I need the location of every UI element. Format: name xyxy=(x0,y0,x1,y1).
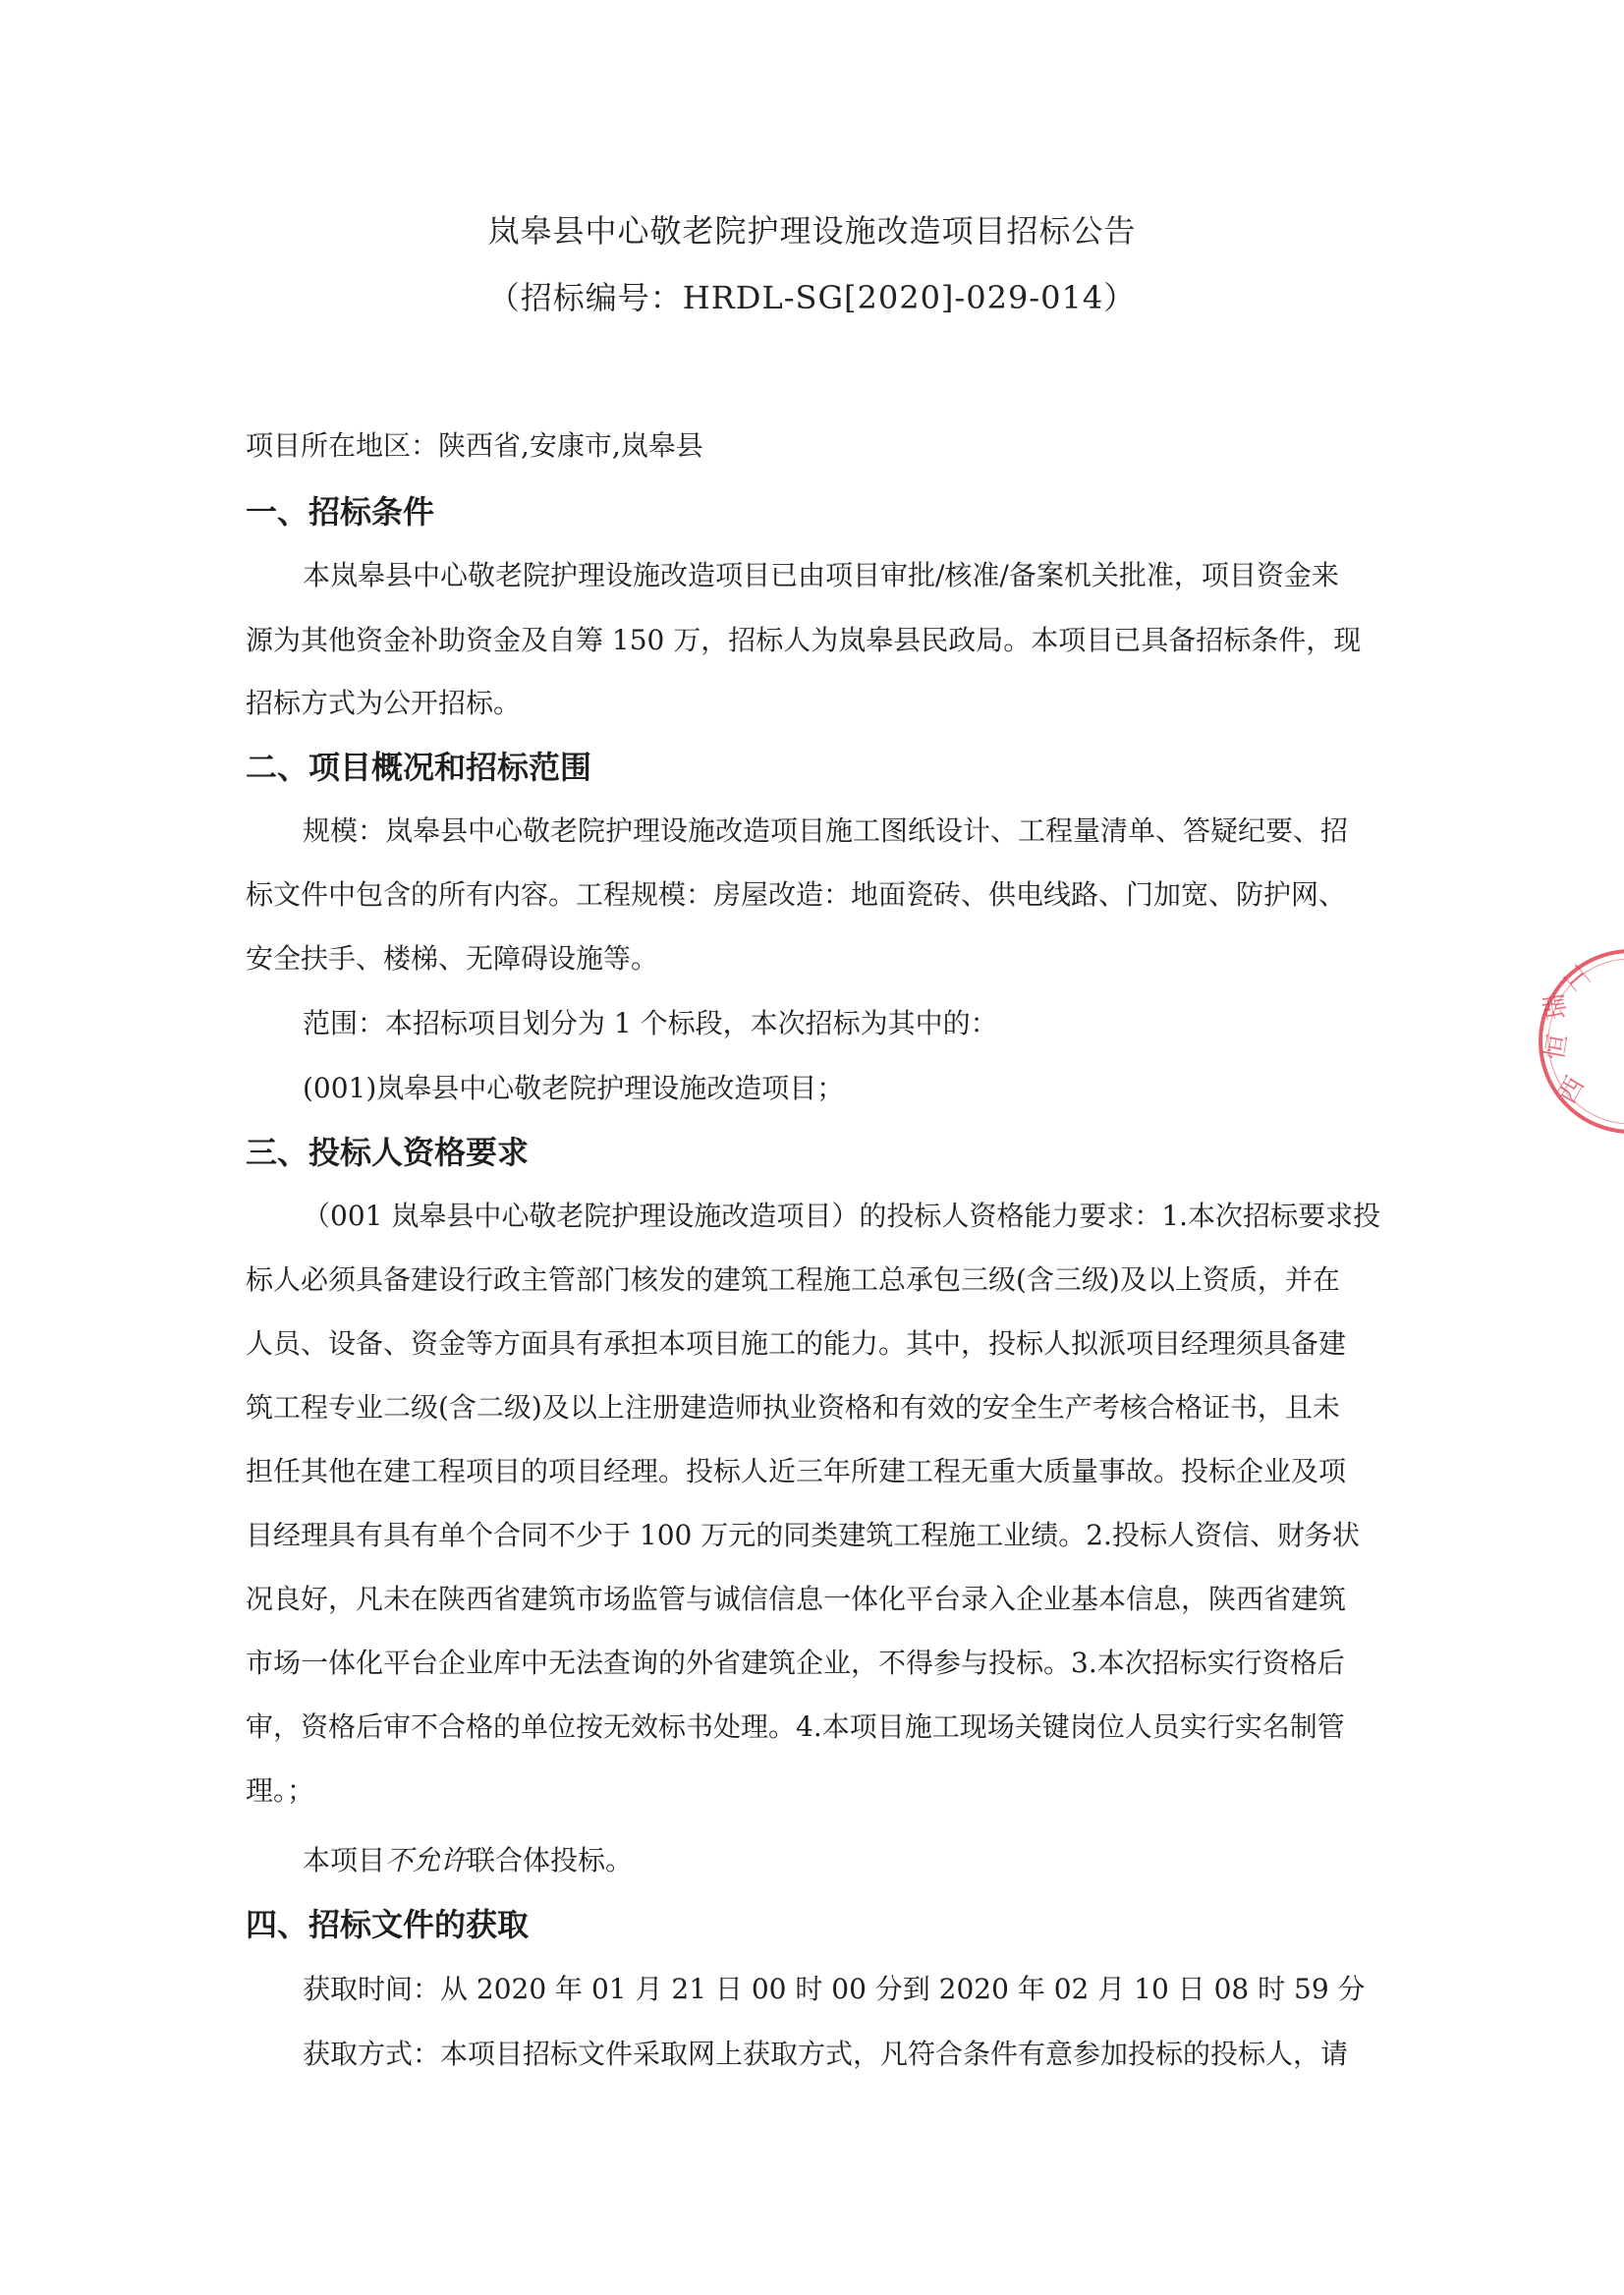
paragraph-line: 目经理具有具有单个合同不少于 100 万元的同类建筑工程施工业绩。2.投标人资信、财务状 xyxy=(246,1519,1360,1551)
paragraph-line: 规模：岚皋县中心敬老院护理设施改造项目施工图纸设计、工程量清单、答疑纪要、招 xyxy=(303,814,1349,847)
paragraph-line: 人员、设备、资金等方面具有承担本项目施工的能力。其中，投标人拟派项目经理须具备建 xyxy=(246,1327,1347,1360)
paragraph-line: 况良好，凡未在陕西省建筑市场监管与诚信信息一体化平台录入企业基本信息，陕西省建筑 xyxy=(246,1583,1347,1615)
consortium-line xyxy=(303,1839,1442,1878)
scope-line: 范围：本招标项目划分为 1 个标段，本次招标为其中的： xyxy=(303,1007,998,1039)
paragraph-line: 市场一体化平台企业库中无法查询的外省建筑企业，不得参与投标。3.本次招标实行资格后 xyxy=(246,1647,1345,1679)
section-1-heading: 一、招标条件 xyxy=(246,493,435,531)
paragraph-line: 源为其他资金补助资金及自筹 150 万，招标人为岚皋县民政局。本项目已具备招标条件，现 xyxy=(246,624,1362,656)
section-4-heading: 四、招标文件的获取 xyxy=(246,1906,530,1943)
document-title: 岚皋县中心敬老院护理设施改造项目招标公告 xyxy=(487,212,1137,250)
acquisition-time: 获取时间：从 2020 年 01 月 21 日 00 时 00 分到 2020 年 02 月 10 日 08 时 59 分 xyxy=(303,1973,1366,2005)
paragraph-line: 审，资格后审不合格的单位按无效标书处理。4.本项目施工现场关键岗位人员实行实名制管 xyxy=(246,1710,1345,1743)
svg-text:瑞: 瑞 xyxy=(1539,991,1573,1022)
svg-text:恒: 恒 xyxy=(1540,1032,1574,1063)
paragraph-line: 标人必须具备建设行政主管部门核发的建筑工程施工总承包三级(含三级)及以上资质，并在 xyxy=(246,1263,1340,1296)
svg-text:西: 西 xyxy=(1552,1071,1592,1109)
svg-text:工: 工 xyxy=(1557,958,1597,997)
consortium-prefix: 本项目 xyxy=(303,1844,386,1876)
consortium-not-allowed: 不允许 xyxy=(385,1844,469,1876)
paragraph-line: 担任其他在建工程项目的项目经理。投标人近三年所建工程无重大质量事故。投标企业及项 xyxy=(246,1455,1347,1487)
paragraph-line: 本岚皋县中心敬老院护理设施改造项目已由项目审批/核准/备案机关批准，项目资金来 xyxy=(303,559,1339,591)
paragraph-line: 招标方式为公开招标。 xyxy=(246,687,522,719)
bid-number: （招标编号：HRDL-SG[2020]-029-014） xyxy=(487,279,1137,316)
section-3-heading: 三、投标人资格要求 xyxy=(246,1134,530,1171)
official-seal-stamp xyxy=(1533,943,1624,1140)
section-2-heading: 二、项目概况和招标范围 xyxy=(246,749,592,786)
paragraph-line: 筑工程专业二级(含二级)及以上注册建造师执业资格和有效的安全生产考核合格证书，且未 xyxy=(246,1391,1340,1424)
consortium-suffix: 联合体投标。 xyxy=(468,1844,634,1876)
paragraph-line: （001 岚皋县中心敬老院护理设施改造项目）的投标人资格能力要求：1.本次招标要求投 xyxy=(303,1200,1381,1232)
acquisition-method: 获取方式：本项目招标文件采取网上获取方式，凡符合条件有意参加投标的投标人，请 xyxy=(303,2038,1349,2070)
project-location: 项目所在地区：陕西省,安康市,岚皋县 xyxy=(246,429,703,462)
lot-line: (001)岚皋县中心敬老院护理设施改造项目； xyxy=(303,1072,845,1104)
paragraph-line: 理。； xyxy=(246,1774,315,1807)
paragraph-line: 标文件中包含的所有内容。工程规模：房屋改造：地面瓷砖、供电线路、门加宽、防护网、 xyxy=(246,878,1347,911)
paragraph-line: 安全扶手、楼梯、无障碍设施等。 xyxy=(246,942,659,975)
